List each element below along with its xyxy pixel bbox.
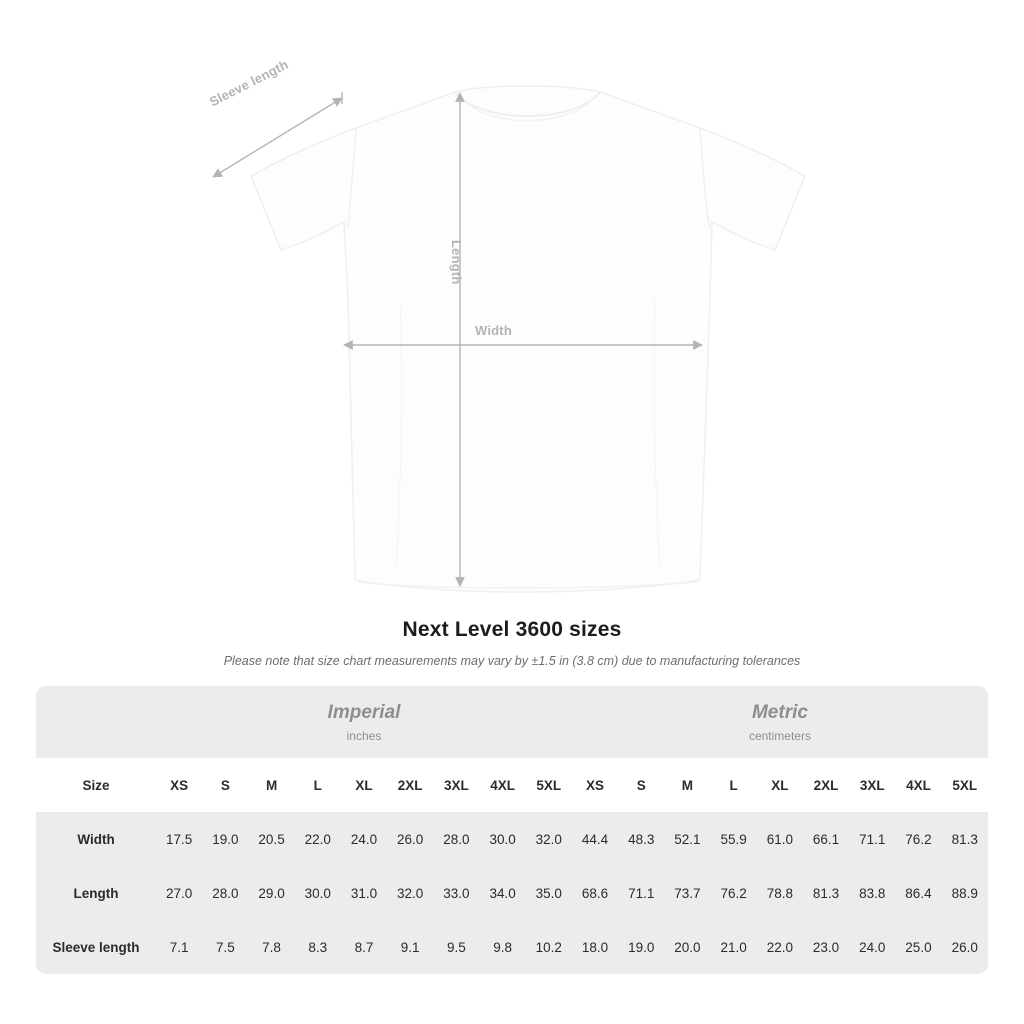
measurement-cell: 48.3 — [618, 812, 664, 866]
measurement-row-label: Width — [36, 812, 156, 866]
size-header-cell: XS — [156, 758, 202, 812]
unit-system-subtitle: inches — [346, 728, 382, 743]
length-label: Length — [449, 240, 464, 285]
unit-system-name: Metric — [751, 701, 808, 723]
unit-system-cell — [572, 686, 988, 758]
measurement-cell: 78.8 — [757, 866, 803, 920]
heading-block — [0, 618, 1024, 668]
measurement-cell: 71.1 — [849, 812, 895, 866]
measurement-cell: 83.8 — [849, 866, 895, 920]
measurement-cell: 20.0 — [664, 920, 710, 974]
measurement-cell: 17.5 — [156, 812, 202, 866]
measurement-cell: 22.0 — [757, 920, 803, 974]
size-header-row — [36, 758, 988, 812]
size-header-cell: 3XL — [433, 758, 479, 812]
size-column-header: Size — [36, 758, 156, 812]
size-header-cell: XL — [341, 758, 387, 812]
measurement-cell: 21.0 — [711, 920, 757, 974]
measurement-cell: 35.0 — [526, 866, 572, 920]
size-header-cell: 2XL — [803, 758, 849, 812]
size-header-cell: M — [248, 758, 294, 812]
measurement-cell: 44.4 — [572, 812, 618, 866]
measurement-cell: 55.9 — [711, 812, 757, 866]
measurement-cell: 9.5 — [433, 920, 479, 974]
size-header-cell: 2XL — [387, 758, 433, 812]
size-header-cell: L — [295, 758, 341, 812]
page-title: Next Level 3600 sizes — [402, 618, 622, 641]
measurement-cell: 8.3 — [295, 920, 341, 974]
measurement-cell: 28.0 — [433, 812, 479, 866]
size-header-cell: S — [202, 758, 248, 812]
size-header-cell: XS — [572, 758, 618, 812]
size-header-cell: 3XL — [849, 758, 895, 812]
measurement-cell: 86.4 — [895, 866, 941, 920]
measurement-cell: 28.0 — [202, 866, 248, 920]
measurement-cell: 25.0 — [895, 920, 941, 974]
measurement-cell: 26.0 — [942, 920, 988, 974]
measurement-cell: 7.1 — [156, 920, 202, 974]
measurement-cell: 73.7 — [664, 866, 710, 920]
measurement-cell: 31.0 — [341, 866, 387, 920]
measurement-cell: 34.0 — [479, 866, 525, 920]
table-row — [36, 812, 988, 866]
size-header-cell: L — [711, 758, 757, 812]
measurement-cell: 7.5 — [202, 920, 248, 974]
size-header-cell: 4XL — [479, 758, 525, 812]
measurement-cell: 10.2 — [526, 920, 572, 974]
table-row — [36, 920, 988, 974]
measurement-cell: 71.1 — [618, 866, 664, 920]
unit-system-name: Imperial — [327, 701, 401, 723]
measurement-cell: 7.8 — [248, 920, 294, 974]
size-header-cell: XL — [757, 758, 803, 812]
tolerance-note: Please note that size chart measurements may vary by ±1.5 in (3.8 cm) due to manufacturing tolerances — [223, 654, 801, 668]
size-header-cell: M — [664, 758, 710, 812]
measurement-cell: 32.0 — [387, 866, 433, 920]
unit-system-cell — [156, 686, 572, 758]
size-header-cell: 4XL — [895, 758, 941, 812]
measurement-row-label: Sleeve length — [36, 920, 156, 974]
measurement-cell: 9.8 — [479, 920, 525, 974]
measurement-cell: 61.0 — [757, 812, 803, 866]
measurement-cell: 19.0 — [202, 812, 248, 866]
measurement-cell: 22.0 — [295, 812, 341, 866]
measurement-cell: 76.2 — [711, 866, 757, 920]
unit-system-subtitle: centimeters — [748, 728, 811, 743]
measurement-cell: 30.0 — [479, 812, 525, 866]
measurement-cell: 23.0 — [803, 920, 849, 974]
width-label: Width — [475, 323, 512, 338]
measurement-cell: 18.0 — [572, 920, 618, 974]
size-header-cell: 5XL — [942, 758, 988, 812]
measurement-cell: 20.5 — [248, 812, 294, 866]
sleeve-length-label: Sleeve length — [207, 56, 291, 110]
measurement-cell: 33.0 — [433, 866, 479, 920]
table-row — [36, 866, 988, 920]
size-chart-table — [36, 686, 988, 974]
unit-system-row — [36, 686, 988, 758]
measurement-cell: 26.0 — [387, 812, 433, 866]
measurement-cell: 9.1 — [387, 920, 433, 974]
measurement-cell: 76.2 — [895, 812, 941, 866]
measurement-cell: 29.0 — [248, 866, 294, 920]
measurement-cell: 52.1 — [664, 812, 710, 866]
size-header-cell: S — [618, 758, 664, 812]
measurement-row-label: Length — [36, 866, 156, 920]
measurement-cell: 32.0 — [526, 812, 572, 866]
measurement-cell: 24.0 — [849, 920, 895, 974]
measurement-cell: 8.7 — [341, 920, 387, 974]
measurement-cell: 81.3 — [942, 812, 988, 866]
measurement-cell: 88.9 — [942, 866, 988, 920]
measurement-cell: 81.3 — [803, 866, 849, 920]
measurement-cell: 66.1 — [803, 812, 849, 866]
measurement-cell: 19.0 — [618, 920, 664, 974]
measurement-cell: 30.0 — [295, 866, 341, 920]
unit-row-spacer — [36, 686, 156, 758]
size-chart-table-wrapper — [36, 686, 988, 974]
measurement-cell: 24.0 — [341, 812, 387, 866]
size-header-cell: 5XL — [526, 758, 572, 812]
measurement-cell: 68.6 — [572, 866, 618, 920]
measurement-cell: 27.0 — [156, 866, 202, 920]
